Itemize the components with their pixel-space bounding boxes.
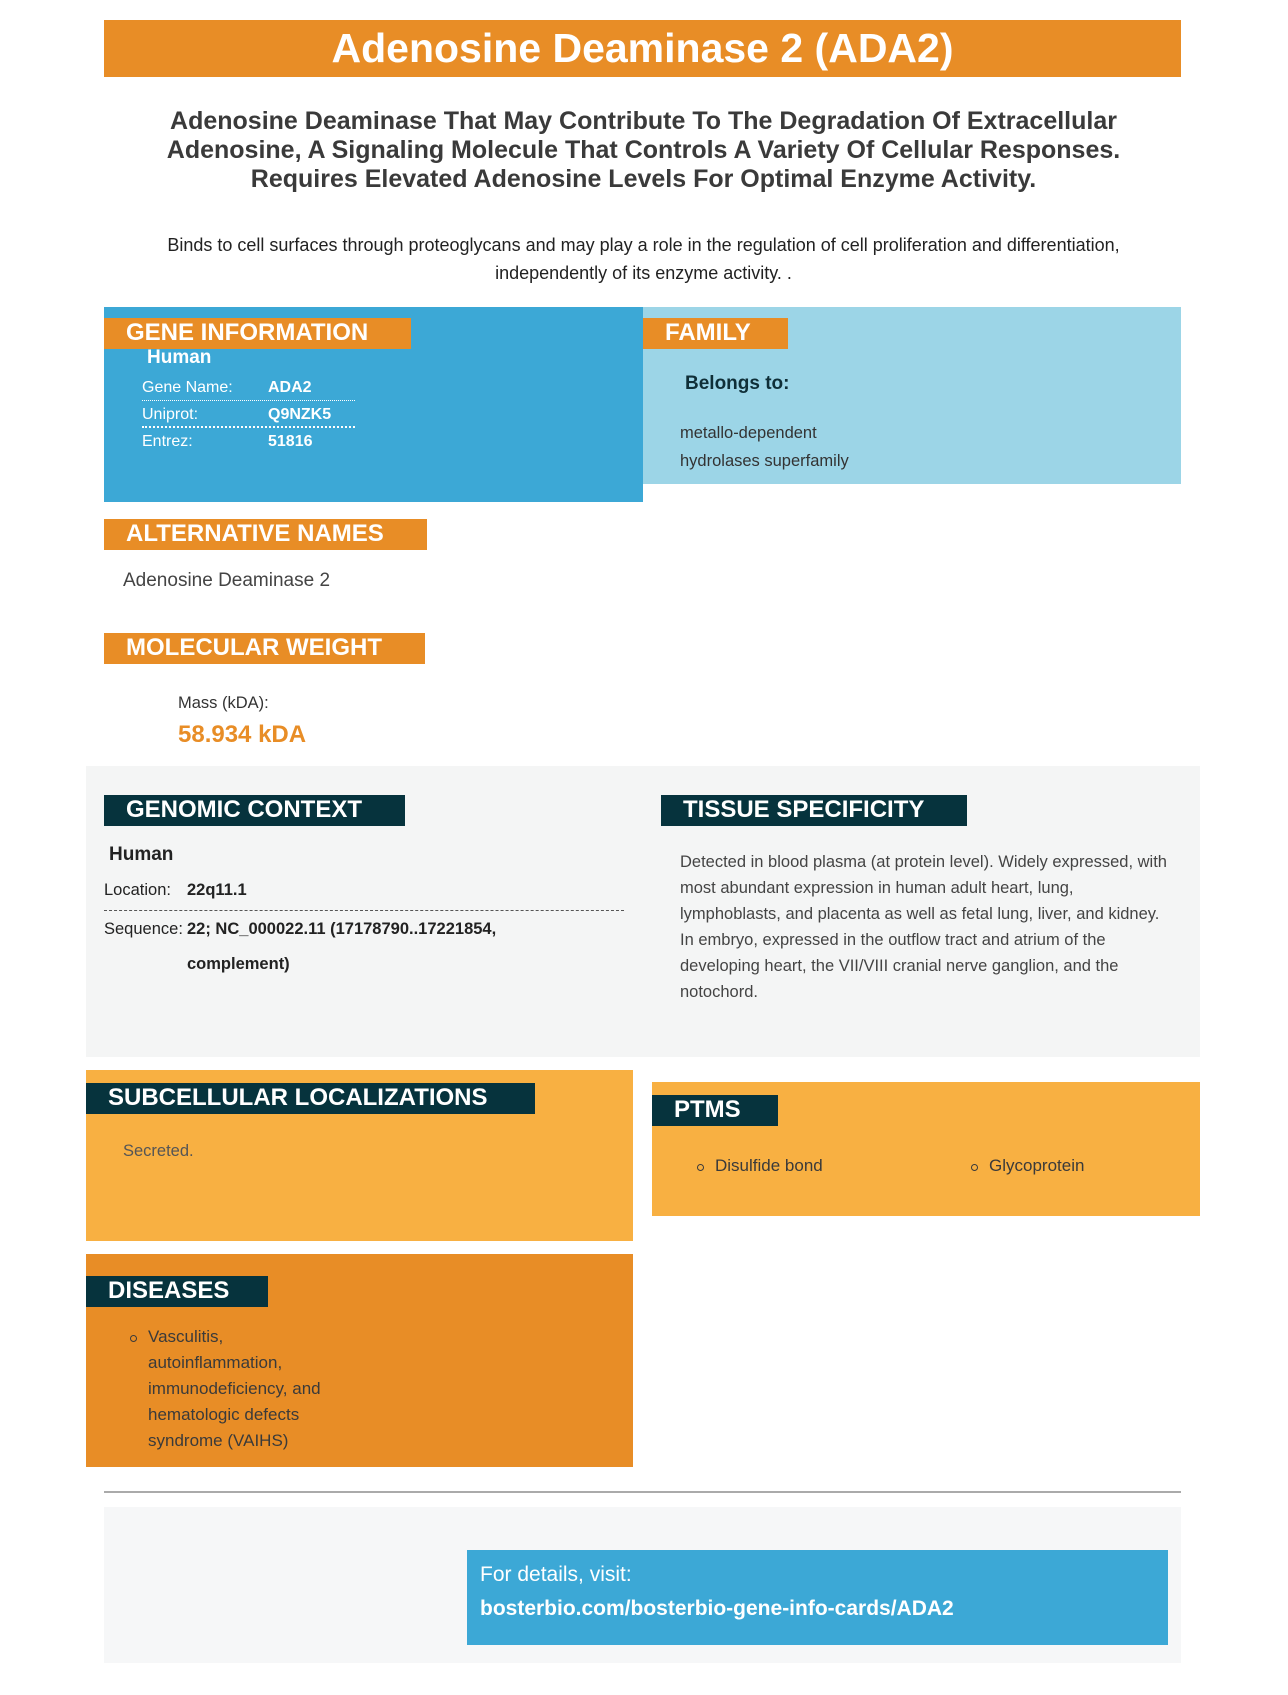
diseases-header: DISEASES (86, 1276, 268, 1307)
uniprot-value[interactable]: Q9NZK5 (268, 406, 332, 423)
divider (104, 1491, 1181, 1493)
ptms-panel (652, 1082, 1200, 1216)
family-line-1: metallo-dependent (680, 424, 817, 442)
entrez-row (142, 428, 355, 455)
entrez-key: Entrez: (142, 433, 193, 450)
genomic-context-header: GENOMIC CONTEXT (104, 795, 405, 826)
genomic-tissue-section (86, 766, 1200, 1057)
sequence-value-2: complement) (187, 955, 290, 973)
mass-value: 58.934 kDA (178, 721, 307, 748)
gene-name-key: Gene Name: (142, 379, 233, 396)
ptm-item: Glycoprotein (989, 1153, 1084, 1179)
details-label: For details, visit: (480, 1563, 632, 1586)
subcellular-text: Secreted. (123, 1142, 194, 1160)
entrez-value[interactable]: 51816 (268, 433, 313, 450)
uniprot-row (142, 401, 355, 428)
sequence-key: Sequence: (104, 920, 183, 938)
location-key: Location: (104, 881, 171, 899)
gene-information-header: GENE INFORMATION (104, 318, 411, 349)
family-panel (643, 307, 1181, 484)
species-label: Human (147, 347, 212, 368)
gene-name-row (142, 374, 355, 401)
protein-function-summary: Adenosine Deaminase That May Contribute To The Degradation Of Extracellular Adenosine, A Signaling Molecule That Controls A Variety Of Cellular Responses. Requires Elevated Adenosine Levels For Optimal Enzyme Activity. (166, 107, 1121, 193)
uniprot-key: Uniprot: (142, 406, 199, 423)
protein-description: Binds to cell surfaces through proteoglycans and may play a role in the regulation of cell proliferation and differentiation, independently of its enzyme activity. . (167, 235, 1120, 283)
belongs-to-label: Belongs to: (685, 373, 790, 394)
page-title: Adenosine Deaminase 2 (ADA2) (104, 20, 1181, 77)
ptms-header: PTMS (652, 1095, 778, 1126)
details-link-box[interactable] (467, 1550, 1168, 1645)
gene-information-panel (104, 307, 643, 502)
alternative-name: Adenosine Deaminase 2 (123, 570, 331, 591)
location-row (104, 881, 624, 911)
ptm-item: Disulfide bond (715, 1153, 823, 1179)
subcellular-header: SUBCELLULAR LOCALIZATIONS (86, 1083, 535, 1114)
genomic-species: Human (109, 844, 174, 865)
tissue-specificity-header: TISSUE SPECIFICITY (661, 795, 967, 826)
gene-name-value: ADA2 (268, 379, 312, 396)
diseases-panel (86, 1254, 633, 1467)
sequence-value-1: 22; NC_000022.11 (17178790..17221854, (187, 920, 497, 938)
family-line-2: hydrolases superfamily (680, 452, 849, 470)
details-url[interactable]: bosterbio.com/bosterbio-gene-info-cards/ADA2 (480, 1597, 954, 1620)
subcellular-panel (86, 1070, 633, 1241)
disease-item: Vasculitis, autoinflammation, immunodeficiency, and hematologic defects syndrome (VAIHS) (148, 1324, 338, 1454)
alternative-names-header: ALTERNATIVE NAMES (104, 519, 427, 550)
family-header: FAMILY (643, 318, 788, 349)
location-value: 22q11.1 (187, 881, 247, 899)
mass-label: Mass (kDA): (178, 694, 269, 712)
tissue-specificity-text: Detected in blood plasma (at protein level). Widely expressed, with most abundant expression in human adult heart, lung, lymphoblasts, and placenta as well as fetal lung, liver, and kidney. In embryo, expressed in the outflow tract and atrium of the developing heart, the VII/VIII cranial nerve ganglion, and the notochord. (680, 853, 1167, 1001)
molecular-weight-header: MOLECULAR WEIGHT (104, 633, 425, 664)
